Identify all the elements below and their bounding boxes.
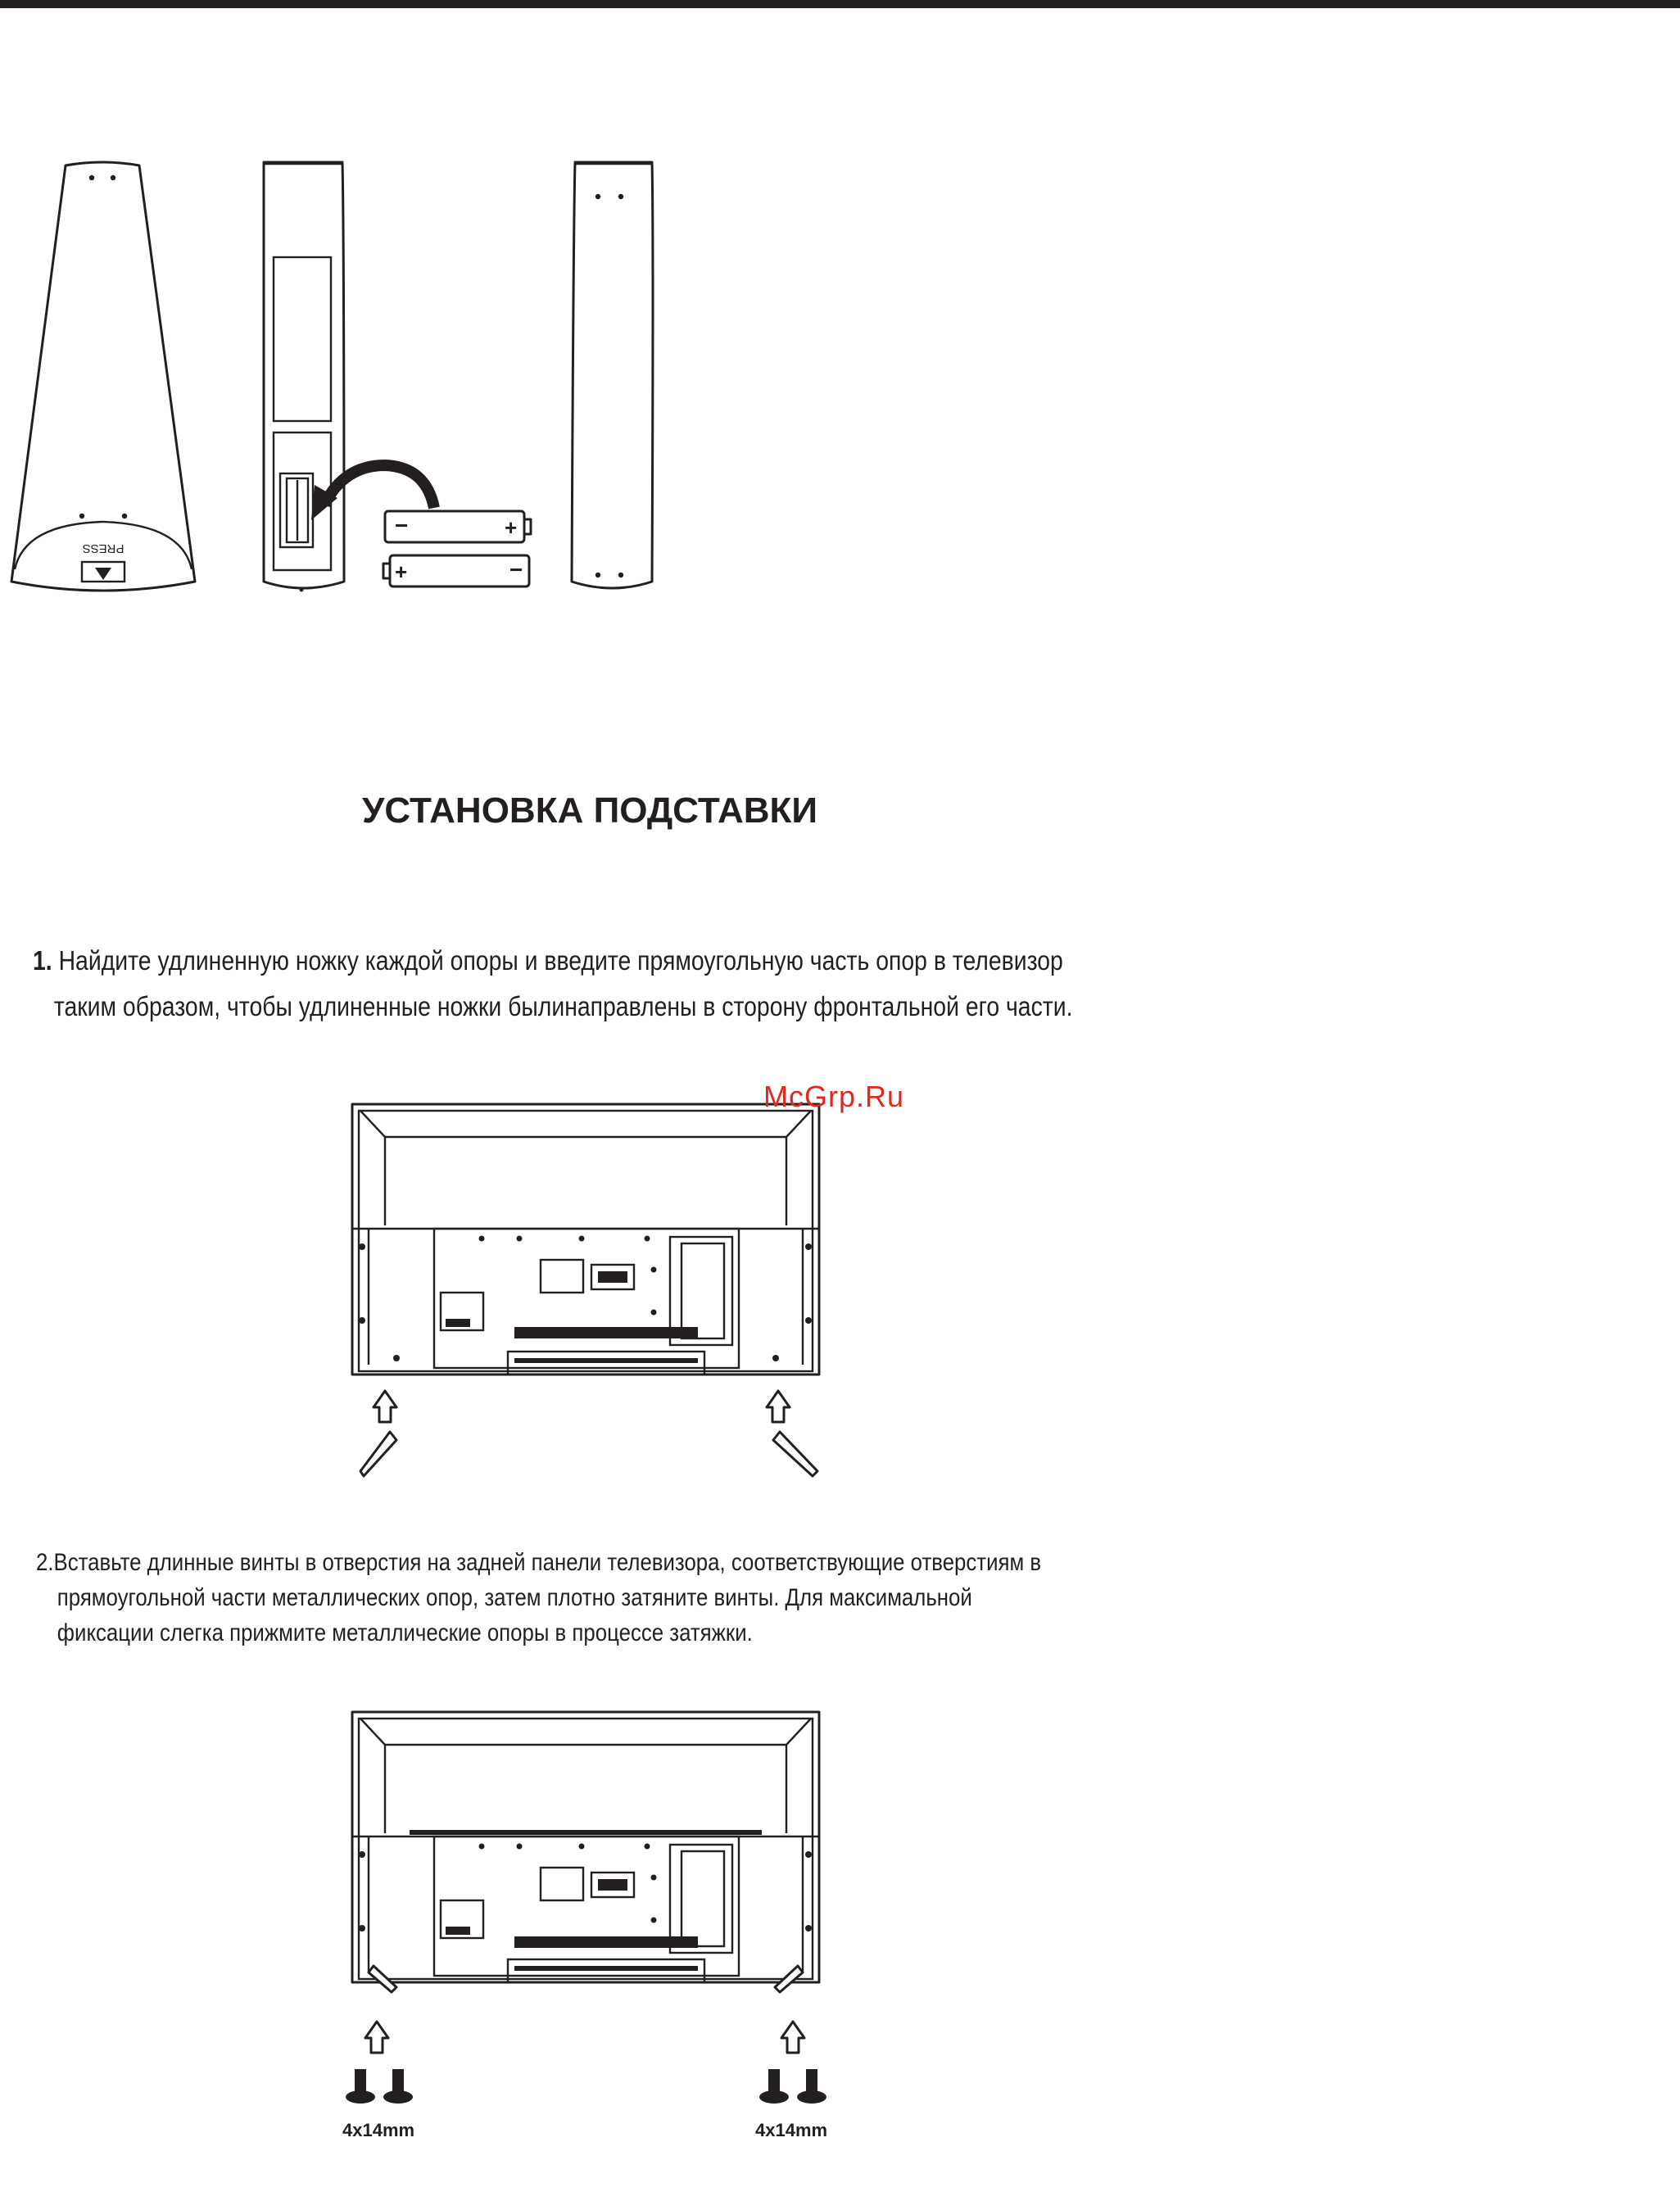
battery-bottom [383, 555, 529, 586]
tv-back-diagram-step-2 [344, 1705, 835, 2115]
tv-back-panel-with-legs [352, 1712, 819, 1992]
press-label: PRESS [82, 541, 125, 555]
step-1-line-1-text: Найдите удлиненную ножку каждой опоры и введите прямоугольную часть опор в телевизор [58, 945, 1063, 976]
step-2-text [36, 1545, 1135, 1651]
remote-battery-illustration [0, 147, 672, 606]
step-2-line-2: прямоугольной части металлических опор, затем плотно затяните винты. Для максимальной [57, 1584, 972, 1611]
step-1-line-2: таким образом, чтобы удлиненные ножки былинаправлены в сторону фронтальной его части. [53, 991, 1073, 1021]
tv-back-diagram-step-1 [344, 1098, 835, 1483]
step-1-text [33, 938, 1174, 1030]
up-arrow-left-icon [365, 2022, 388, 2053]
top-border [0, 0, 1680, 8]
step-1-number: 1. [33, 945, 52, 976]
up-arrow-right-icon [767, 1391, 790, 1422]
stand-leg-right-icon [773, 1432, 817, 1476]
step-1-line-1 [33, 938, 1174, 984]
screw-label-left: 4x14mm [342, 2120, 415, 2140]
tv-back-panel [352, 1104, 819, 1374]
battery-top-minus: − [395, 513, 409, 538]
watermark: McGrp.Ru [763, 1080, 905, 1113]
stand-leg-left-icon [360, 1432, 396, 1476]
step-2-number: 2. [36, 1549, 54, 1576]
screw-pair-left-icon [346, 2069, 413, 2104]
stand-installation-title: УСТАНОВКА ПОДСТАВКИ [362, 790, 817, 831]
battery-bottom-plus: + [395, 559, 408, 584]
battery-top-plus: + [505, 515, 518, 540]
step-2-line-1 [36, 1545, 1135, 1580]
remote-cover-front [11, 162, 195, 591]
up-arrow-right-icon [781, 2022, 804, 2053]
screw-label-right: 4x14mm [755, 2120, 828, 2140]
step-2-line-3: фиксации слегка прижмите металлические опоры в процессе затяжки. [57, 1619, 753, 1646]
battery-top [385, 511, 531, 542]
step-2-line-1-text: Вставьте длинные винты в отверстия на задней панели телевизора, соответствующие отверстиям в [53, 1549, 1042, 1576]
screw-pair-right-icon [759, 2069, 826, 2104]
up-arrow-left-icon [374, 1391, 396, 1422]
remote-open-compartment [264, 162, 344, 592]
remote-closed [572, 162, 653, 588]
battery-bottom-minus: − [509, 557, 523, 582]
